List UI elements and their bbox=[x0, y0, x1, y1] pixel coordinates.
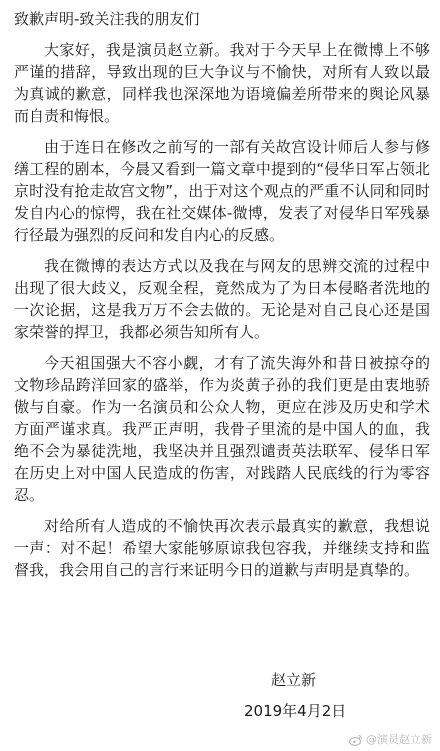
paragraph-5: 对给所有人造成的不愉快再次表示最真实的歉意，我想说一声：对不起！希望大家能够原谅我包容我，并继续支持和监督我，我会用自己的言行来证明今日的道歉与声明是真挚的。 bbox=[14, 517, 430, 579]
paragraph-2: 由于连日在修改之前写的一部有关故宫设计师后人参与修缮工程的剧本，今晨又看到一篇文章中提到的“侵华日军占领北京时没有抢走故宫文物”，出于对这个观点的严重不认同和同时发自内心的惊愕，我在社交媒体-微博，发表了对侵华日军残暴行径最为强烈的反问和发自内心的反感。 bbox=[14, 138, 430, 244]
weibo-icon bbox=[349, 734, 363, 746]
paragraph-3: 我在微博的表达方式以及我在与网友的思辨交流的过程中出现了很大歧义，反观全程，竟然成为了为日本侵略者洗地的一次论据，这是我万万不会去做的。无论是对自己良心还是国家荣誉的捍卫，我都必须告知所有人。 bbox=[14, 257, 430, 341]
signature: 赵立新 bbox=[271, 671, 317, 689]
paragraph-4: 今天祖国强大不容小觑，才有了流失海外和昔日被掠夺的文物珍品跨洋回家的盛举，作为炎黄子孙的我们更是由衷地骄傲与自豪。作为一名演员和公众人物，更应在涉及历史和学术方面严谨求真。我严正声明，我骨子里流的是中国人的血，我绝不会为暴徒洗地，我坚决并且强烈谴责英法联军、侵华日军在历史上对中国人民造成的伤害，对践踏人民底线的行为零容忍。 bbox=[14, 354, 430, 504]
date: 2019年4月2日 bbox=[244, 702, 347, 720]
paragraph-1: 大家好，我是演员赵立新。我对于今天早上在微博上不够严谨的措辞，导致出现的巨大争议与不愉快，对所有人致以最为真诚的歉意，同样我也深深地为语境偏差所带来的舆论风暴而自责和悔恨。 bbox=[14, 41, 430, 125]
watermark-text: @演员赵立新 bbox=[366, 733, 432, 746]
letter-title: 致歉声明-致关注我的朋友们 bbox=[14, 10, 200, 28]
watermark bbox=[349, 733, 432, 747]
